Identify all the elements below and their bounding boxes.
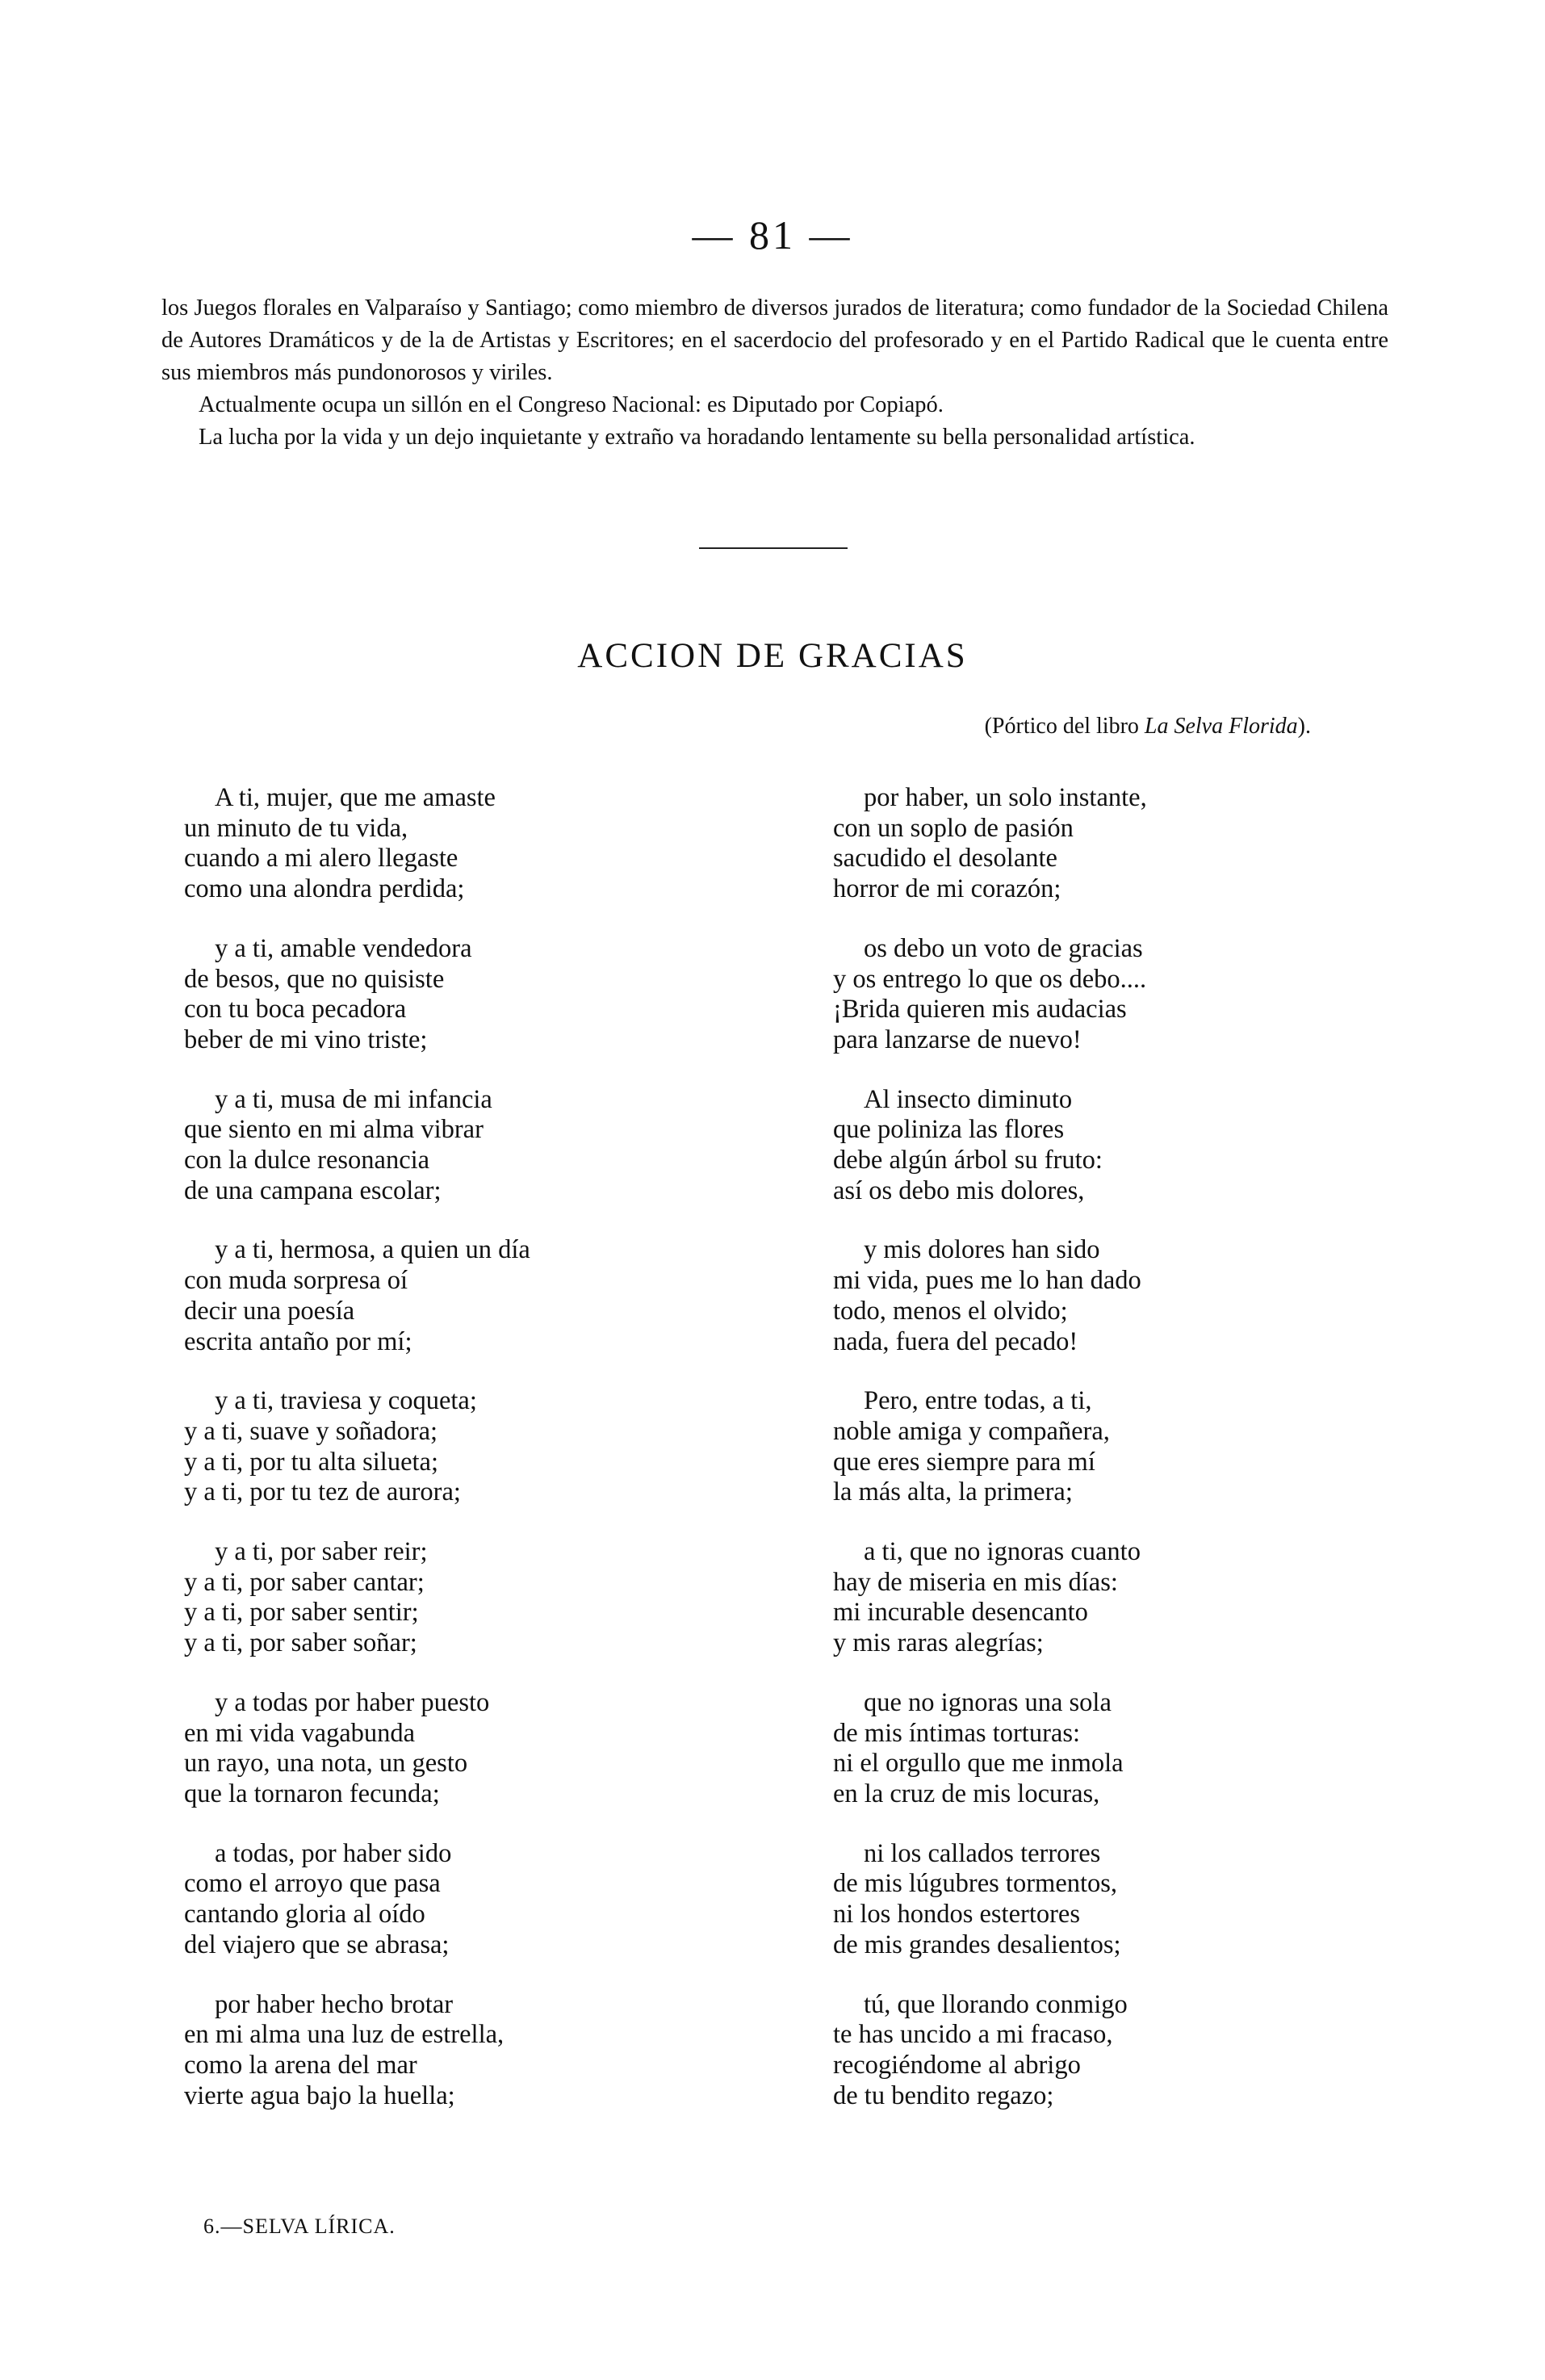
poem-line: en mi vida vagabunda [184, 1718, 416, 1748]
poem-line: hay de miseria en mis días: [833, 1567, 1118, 1597]
poem-line: de una campana escolar; [184, 1175, 442, 1205]
page-footer: 6.—SELVA LÍRICA. [203, 2214, 396, 2238]
poem-line: así os debo mis dolores, [833, 1175, 1085, 1205]
poem-line: en la cruz de mis locuras, [833, 1779, 1100, 1808]
poem-line: un minuto de tu vida, [184, 813, 408, 843]
poem-line: y a todas por haber puesto [215, 1687, 490, 1717]
poem-line: ni los hondos estertores [833, 1900, 1081, 1930]
poem-line: por haber, un solo instante, [864, 783, 1147, 812]
poem-stanza [833, 1085, 1366, 1207]
biography-prose [161, 292, 1388, 454]
poem-line: en mi alma una luz de estrella, [184, 2020, 505, 2050]
poem-stanza [833, 1537, 1366, 1659]
poem-line: y a ti, suave y soñadora; [184, 1416, 438, 1446]
poem-line: y a ti, traviesa y coqueta; [215, 1386, 477, 1416]
poem-line: y mis dolores han sido [864, 1235, 1100, 1265]
poem-line: cantando gloria al oído [184, 1900, 425, 1930]
poem-line: horror de mi corazón; [833, 874, 1061, 904]
poem-line: y a ti, por tu tez de aurora; [184, 1477, 461, 1507]
poem-line: debe algún árbol su fruto: [833, 1146, 1103, 1175]
poem-line: de mis grandes desalientos; [833, 1930, 1121, 1959]
poem-line: Pero, entre todas, a ti, [864, 1386, 1092, 1416]
poem-line: cuando a mi alero llegaste [184, 844, 458, 874]
poem-line: y a ti, por saber soñar; [184, 1628, 417, 1658]
poem-line: os debo un voto de gracias [864, 933, 1143, 963]
poem-line: del viajero que se abrasa; [184, 1930, 450, 1959]
poem-line: y os entrego lo que os debo.... [833, 964, 1147, 994]
subtitle-prefix: (Pórtico del libro [984, 714, 1145, 739]
poem-stanza [833, 783, 1366, 905]
poem-line: y a ti, por saber sentir; [184, 1598, 419, 1628]
poem-stanza [184, 1688, 717, 1810]
poem-line: decir una poesía [184, 1296, 355, 1326]
poem-line: a ti, que no ignoras cuanto [864, 1537, 1141, 1567]
poem-stanza [184, 1386, 717, 1508]
poem-line: con un soplo de pasión [833, 813, 1074, 843]
poem-line: y a ti, musa de mi infancia [215, 1084, 492, 1114]
poem-stanza [184, 1839, 717, 1961]
poem-stanza [833, 1839, 1366, 1961]
poem-stanza [184, 1990, 717, 2112]
poem-line: tú, que llorando conmigo [864, 1989, 1128, 2019]
poem-line: y a ti, por saber cantar; [184, 1567, 425, 1597]
poem-stanza [833, 1688, 1366, 1810]
poem-line: de tu bendito regazo; [833, 2080, 1054, 2110]
poem-line: nada, fuera del pecado! [833, 1326, 1078, 1356]
poem-line: que eres siempre para mí [833, 1447, 1095, 1477]
poem-title: ACCION DE GRACIAS [577, 637, 968, 675]
poem-line: para lanzarse de nuevo! [833, 1024, 1082, 1054]
poem-line: la más alta, la primera; [833, 1477, 1073, 1507]
page-number: — 81 — [692, 212, 853, 258]
poem-stanza [184, 1537, 717, 1659]
poem-line: ¡Brida quieren mis audacias [833, 995, 1127, 1024]
poem-stanza [833, 1386, 1366, 1508]
poem-line: como el arroyo que pasa [184, 1869, 441, 1899]
poem-line: vierte agua bajo la huella; [184, 2080, 455, 2110]
poem-line: que no ignoras una sola [864, 1687, 1112, 1717]
poem-line: que siento en mi alma vibrar [184, 1115, 484, 1145]
poem-line: de besos, que no quisiste [184, 964, 445, 994]
poem-stanza [833, 1990, 1366, 2112]
poem-line: que la tornaron fecunda; [184, 1779, 440, 1808]
poem-stanza [833, 934, 1366, 1056]
poem-line: y a ti, por saber reir; [215, 1537, 428, 1567]
prose-paragraph: los Juegos florales en Valparaíso y Santiago; como miembro de diversos jurados de literatura; como fundador de la Sociedad Chilena de Autores Dramáticos y de la de Artistas y Escritores; en el sacerdocio del profesorado y en el Partido Radical que le cuenta entre sus miembros más pundonorosos y viriles. [161, 295, 1388, 385]
poem-stanza [184, 1085, 717, 1207]
prose-paragraph: La lucha por la vida y un dejo inquietante y extraño va horadando lentamente su bella personalidad artística. [199, 425, 1195, 450]
poem-stanza [833, 1235, 1366, 1357]
poem-line: sacudido el desolante [833, 844, 1057, 874]
poem-line: por haber hecho brotar [215, 1989, 454, 2019]
poem-line: ni el orgullo que me inmola [833, 1749, 1124, 1779]
poem-line: mi incurable desencanto [833, 1598, 1088, 1628]
poem-line: mi vida, pues me lo han dado [833, 1266, 1141, 1296]
poem-line: como la arena del mar [184, 2050, 417, 2080]
poem-line: beber de mi vino triste; [184, 1024, 428, 1054]
poem-line: y a ti, amable vendedora [215, 933, 472, 963]
poem-line: y a ti, hermosa, a quien un día [215, 1235, 530, 1265]
poem-line: con tu boca pecadora [184, 995, 407, 1024]
poem-line: con muda sorpresa oí [184, 1266, 408, 1296]
poem-line: a todas, por haber sido [215, 1838, 452, 1868]
poem-line: te has uncido a mi fracaso, [833, 2020, 1113, 2050]
poem-line: como una alondra perdida; [184, 874, 465, 904]
poem-column-left [184, 783, 717, 2140]
poem-column-right [833, 783, 1366, 2140]
poem-line: A ti, mujer, que me amaste [215, 783, 496, 812]
prose-paragraph: Actualmente ocupa un sillón en el Congreso Nacional: es Diputado por Copiapó. [199, 392, 944, 417]
poem-line: que poliniza las flores [833, 1115, 1065, 1145]
poem-line: un rayo, una nota, un gesto [184, 1749, 468, 1779]
section-divider [699, 547, 848, 549]
poem-line: recogiéndome al abrigo [833, 2050, 1081, 2080]
poem-line: con la dulce resonancia [184, 1146, 430, 1175]
poem-stanza [184, 1235, 717, 1357]
poem-line: y a ti, por tu alta silueta; [184, 1447, 438, 1477]
poem-stanza [184, 934, 717, 1056]
subtitle-suffix: ). [1297, 714, 1311, 739]
subtitle-book-title: La Selva Florida [1144, 714, 1298, 739]
poem-line: de mis íntimas torturas: [833, 1718, 1081, 1748]
poem-line: Al insecto diminuto [864, 1084, 1073, 1114]
poem-line: todo, menos el olvido; [833, 1296, 1068, 1326]
poem-line: y mis raras alegrías; [833, 1628, 1044, 1658]
poem-stanza [184, 783, 717, 905]
poem-subtitle [985, 714, 1311, 740]
poem-line: ni los callados terrores [864, 1838, 1101, 1868]
poem-line: noble amiga y compañera, [833, 1416, 1110, 1446]
poem-line: escrita antaño por mí; [184, 1326, 412, 1356]
poem-line: de mis lúgubres tormentos, [833, 1869, 1118, 1899]
